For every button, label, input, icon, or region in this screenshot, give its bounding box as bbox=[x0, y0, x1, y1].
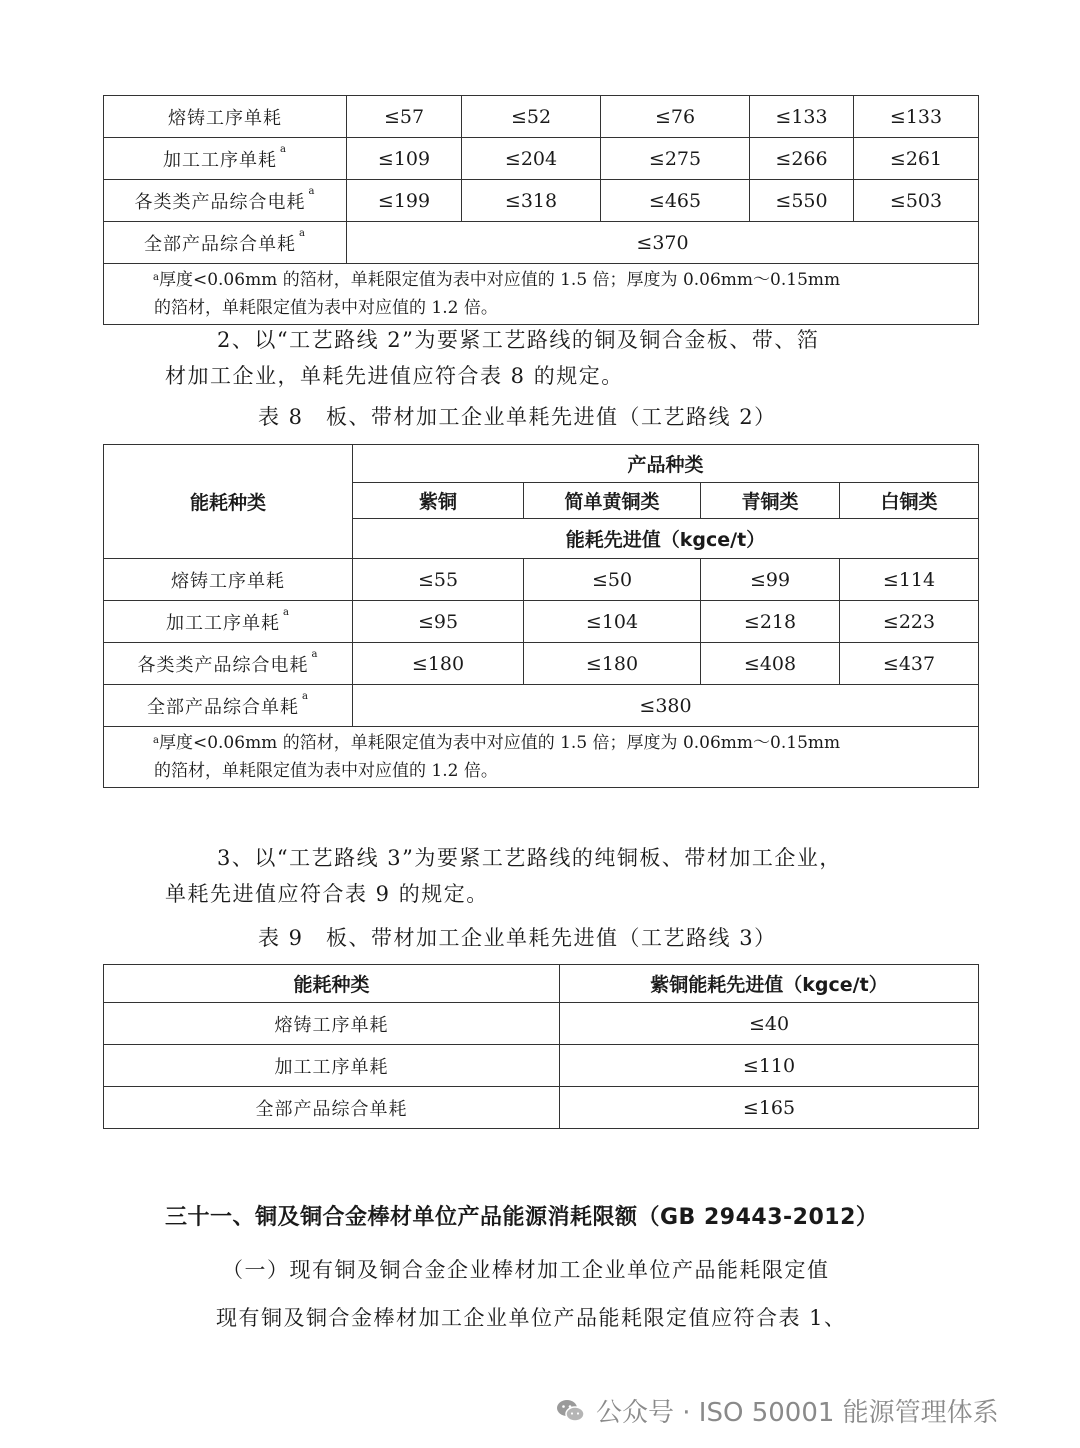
row-label: 加工工序单耗 bbox=[104, 1045, 560, 1087]
table-footnote: $^a$厚度<0.06mm 的箔材，单耗限定值为表中对应值的 1.5 倍；厚度为 0.06mm～0.15mm 的箔材，单耗限定值为表中对应值的 1.2 倍。 bbox=[104, 264, 979, 325]
table-row bbox=[104, 559, 979, 601]
section-heading: 三十一、铜及铜合金棒材单位产品能源消耗限额（GB 29443-2012） bbox=[165, 1205, 879, 1230]
table-cell: ≤223 bbox=[840, 601, 979, 643]
table-row-total bbox=[104, 685, 979, 727]
table-cell: ≤165 bbox=[560, 1087, 979, 1129]
table-cell: ≤180 bbox=[353, 643, 524, 685]
table-footnote-row bbox=[104, 727, 979, 788]
table-cell: ≤133 bbox=[750, 96, 854, 138]
table-cell: ≤437 bbox=[840, 643, 979, 685]
table-cell: ≤95 bbox=[353, 601, 524, 643]
table-cell: ≤40 bbox=[560, 1003, 979, 1045]
footnote-marker: a bbox=[299, 227, 306, 239]
table-9-caption: 表 9 板、带材加工企业单耗先进值（工艺路线 3） bbox=[258, 926, 777, 950]
row-label: 熔铸工序单耗 bbox=[168, 107, 282, 129]
footnote-marker: a bbox=[311, 648, 319, 660]
row-label: 各类类产品综合电耗 bbox=[134, 191, 306, 213]
table-header-row bbox=[104, 445, 979, 483]
table-cell: ≤204 bbox=[462, 138, 601, 180]
footnote-marker: a bbox=[302, 690, 309, 702]
energy-type-header: 能耗种类 bbox=[104, 965, 560, 1003]
table-8-caption: 表 8 板、带材加工企业单耗先进值（工艺路线 2） bbox=[258, 405, 777, 429]
table-7 bbox=[103, 95, 979, 325]
footnote-marker: a bbox=[153, 735, 159, 746]
row-label: 全部产品综合单耗 bbox=[104, 1087, 560, 1129]
table-cell: ≤76 bbox=[601, 96, 750, 138]
table-row bbox=[104, 180, 979, 222]
table-cell: ≤261 bbox=[854, 138, 979, 180]
footnote-marker: a bbox=[153, 272, 159, 283]
wechat-icon bbox=[556, 1398, 586, 1424]
table-cell: ≤318 bbox=[462, 180, 601, 222]
table-row bbox=[104, 643, 979, 685]
paragraph-line: 3、以“工艺路线 3”为要紧工艺路线的纯铜板、带材加工企业， bbox=[217, 846, 842, 870]
unit-header: 能耗先进值（kgce/t） bbox=[353, 519, 979, 559]
watermark-text: 公众号 · ISO 50001 能源管理体系 bbox=[596, 1398, 999, 1428]
paragraph-line: 单耗先进值应符合表 9 的规定。 bbox=[165, 882, 489, 906]
table-cell: ≤465 bbox=[601, 180, 750, 222]
column-header: 简单黄铜类 bbox=[524, 483, 701, 519]
table-cell: ≤218 bbox=[701, 601, 840, 643]
table-cell: ≤503 bbox=[854, 180, 979, 222]
table-row-total bbox=[104, 222, 979, 264]
paragraph-line: 2、以“工艺路线 2”为要紧工艺路线的铜及铜合金板、带、箔 bbox=[217, 328, 820, 352]
row-label: 熔铸工序单耗 bbox=[171, 570, 285, 592]
table-cell: ≤99 bbox=[701, 559, 840, 601]
table-header-row bbox=[104, 965, 979, 1003]
table-footnote-row bbox=[104, 264, 979, 325]
table-footnote: $^a$厚度<0.06mm 的箔材，单耗限定值为表中对应值的 1.5 倍；厚度为 0.06mm～0.15mm 的箔材，单耗限定值为表中对应值的 1.2 倍。 bbox=[104, 727, 979, 788]
energy-type-header: 能耗种类 bbox=[104, 445, 353, 559]
paragraph-route-3 bbox=[165, 840, 842, 912]
footnote-marker: a bbox=[280, 143, 287, 155]
column-header: 紫铜 bbox=[353, 483, 524, 519]
table-9 bbox=[103, 964, 979, 1129]
value-header: 紫铜能耗先进值（kgce/t） bbox=[560, 965, 979, 1003]
table-8 bbox=[103, 444, 979, 788]
footnote-marker: a bbox=[283, 606, 290, 618]
row-label: 各类类产品综合电耗 bbox=[137, 654, 309, 676]
table-cell: ≤180 bbox=[524, 643, 701, 685]
table-cell: ≤114 bbox=[840, 559, 979, 601]
table-cell: ≤50 bbox=[524, 559, 701, 601]
row-label: 熔铸工序单耗 bbox=[104, 1003, 560, 1045]
table-row bbox=[104, 1003, 979, 1045]
row-label: 全部产品综合单耗 bbox=[147, 696, 300, 718]
section-subheading: （一）现有铜及铜合金企业棒材加工企业单位产品能耗限定值 bbox=[222, 1258, 830, 1282]
table-row bbox=[104, 96, 979, 138]
row-label: 全部产品综合单耗 bbox=[144, 233, 297, 255]
table-cell: ≤408 bbox=[701, 643, 840, 685]
table-cell: ≤199 bbox=[347, 180, 462, 222]
table-cell: ≤275 bbox=[601, 138, 750, 180]
column-header: 青铜类 bbox=[701, 483, 840, 519]
table-row bbox=[104, 1045, 979, 1087]
table-cell-total: ≤370 bbox=[347, 222, 979, 264]
column-header: 白铜类 bbox=[840, 483, 979, 519]
table-cell: ≤57 bbox=[347, 96, 462, 138]
paragraph-line: 材加工企业，单耗先进值应符合表 8 的规定。 bbox=[165, 364, 624, 388]
table-row bbox=[104, 601, 979, 643]
table-cell: ≤110 bbox=[560, 1045, 979, 1087]
row-label: 加工工序单耗 bbox=[163, 149, 278, 171]
product-type-header: 产品种类 bbox=[353, 445, 979, 483]
footnote-marker: a bbox=[308, 185, 316, 197]
table-cell: ≤109 bbox=[347, 138, 462, 180]
section-body: 现有铜及铜合金棒材加工企业单位产品能耗限定值应符合表 1、 bbox=[216, 1306, 847, 1330]
table-cell: ≤133 bbox=[854, 96, 979, 138]
watermark bbox=[556, 1392, 999, 1429]
table-cell: ≤266 bbox=[750, 138, 854, 180]
table-cell: ≤55 bbox=[353, 559, 524, 601]
row-label: 加工工序单耗 bbox=[166, 612, 281, 634]
table-row bbox=[104, 1087, 979, 1129]
table-cell: ≤104 bbox=[524, 601, 701, 643]
paragraph-route-2 bbox=[165, 322, 819, 394]
table-cell: ≤52 bbox=[462, 96, 601, 138]
table-cell-total: ≤380 bbox=[353, 685, 979, 727]
table-row bbox=[104, 138, 979, 180]
table-cell: ≤550 bbox=[750, 180, 854, 222]
